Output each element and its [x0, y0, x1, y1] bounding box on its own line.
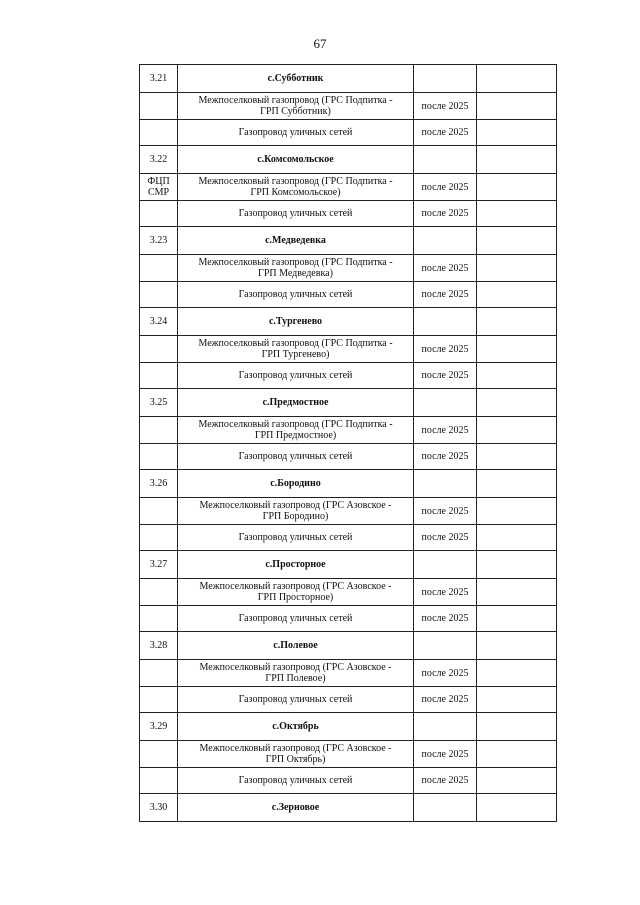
pipeline-name	[178, 741, 414, 768]
table-row	[140, 525, 557, 551]
term-text: после 2025	[421, 262, 469, 274]
settlement-name-text: с.Предмостное	[262, 397, 329, 408]
extra-cell	[477, 579, 557, 606]
pipeline-name	[178, 498, 414, 525]
settlement-name	[178, 551, 414, 579]
table-row	[140, 741, 557, 768]
term-cell	[414, 336, 477, 363]
pipeline-name-line: Газопровод уличных сетей	[238, 127, 353, 138]
section-number	[140, 713, 178, 741]
term-cell	[414, 713, 477, 741]
table-row	[140, 606, 557, 632]
extra-cell	[477, 65, 557, 93]
extra-cell	[477, 389, 557, 417]
pipeline-name-line: Межпоселковый газопровод (ГРС Азовское -	[199, 581, 392, 592]
pipeline-name-line: Межпоселковый газопровод (ГРС Подпитка -	[198, 257, 393, 268]
table-row	[140, 498, 557, 525]
term-text: после 2025	[421, 181, 469, 193]
term-cell	[414, 282, 477, 308]
term-text: после 2025	[421, 289, 469, 300]
pipeline-name-line: ГРП Комсомольское)	[250, 187, 341, 198]
pipeline-name-line: Газопровод уличных сетей	[238, 208, 353, 219]
section-number-text: 3.27	[149, 559, 168, 570]
settlement-name	[178, 308, 414, 336]
table-row	[140, 768, 557, 794]
settlement-name	[178, 227, 414, 255]
section-number-text: 3.21	[149, 73, 168, 84]
settlement-name	[178, 632, 414, 660]
settlement-name-text: с.Субботник	[267, 73, 324, 84]
table-row	[140, 363, 557, 389]
pipeline-name	[178, 444, 414, 470]
funding-code	[140, 336, 178, 363]
section-number	[140, 794, 178, 822]
term-cell	[414, 470, 477, 498]
term-cell	[414, 174, 477, 201]
pipeline-name-line: ГРП Октябрь)	[265, 754, 326, 765]
funding-code	[140, 93, 178, 120]
extra-cell	[477, 227, 557, 255]
pipeline-name	[178, 93, 414, 120]
pipeline-name-line: ГРП Тургенево)	[261, 349, 330, 360]
extra-cell	[477, 632, 557, 660]
table-row	[140, 120, 557, 146]
extra-cell	[477, 444, 557, 470]
table-row	[140, 201, 557, 227]
term-cell	[414, 551, 477, 579]
pipeline-name-line: Межпоселковый газопровод (ГРС Подпитка -	[198, 338, 393, 349]
section-number-text: 3.28	[149, 640, 168, 651]
section-number-text: 3.26	[149, 478, 168, 489]
term-text: после 2025	[421, 748, 469, 760]
pipeline-name	[178, 363, 414, 389]
pipeline-name-line: ГРП Субботник)	[260, 106, 331, 117]
pipeline-name-line: Межпоселковый газопровод (ГРС Азовское -	[199, 500, 392, 511]
settlement-name	[178, 470, 414, 498]
extra-cell	[477, 120, 557, 146]
funding-code-line: ФЦП	[147, 176, 170, 187]
settlement-name	[178, 794, 414, 822]
funding-code	[140, 444, 178, 470]
pipeline-name-line: ГРП Полевое)	[265, 673, 326, 684]
extra-cell	[477, 336, 557, 363]
settlement-name-text: с.Тургенево	[268, 316, 323, 327]
extra-cell	[477, 308, 557, 336]
section-number	[140, 551, 178, 579]
section-number	[140, 227, 178, 255]
pipeline-name-line: ГРП Предмостное)	[254, 430, 337, 441]
extra-cell	[477, 551, 557, 579]
settlement-name	[178, 713, 414, 741]
pipeline-name-line: Межпоселковый газопровод (ГРС Азовское -	[199, 743, 392, 754]
extra-cell	[477, 93, 557, 120]
table-row	[140, 579, 557, 606]
section-number	[140, 308, 178, 336]
term-text: после 2025	[421, 667, 469, 679]
pipeline-name	[178, 174, 414, 201]
term-cell	[414, 444, 477, 470]
term-text: после 2025	[421, 424, 469, 436]
term-text: после 2025	[421, 343, 469, 355]
settlement-name	[178, 65, 414, 93]
funding-code	[140, 174, 178, 201]
pipeline-name-line: Газопровод уличных сетей	[238, 370, 353, 381]
term-cell	[414, 201, 477, 227]
extra-cell	[477, 713, 557, 741]
term-cell	[414, 255, 477, 282]
settlement-name-text: с.Октябрь	[272, 721, 319, 732]
settlement-row	[140, 794, 557, 822]
page-number: 67	[313, 36, 327, 51]
pipeline-name-line: Газопровод уличных сетей	[238, 289, 353, 300]
funding-code	[140, 282, 178, 308]
settlement-name-text: с.Бородино	[270, 478, 321, 489]
settlement-name-text: с.Зерновое	[271, 802, 320, 813]
settlement-name	[178, 389, 414, 417]
term-cell	[414, 687, 477, 713]
extra-cell	[477, 470, 557, 498]
funding-code	[140, 660, 178, 687]
extra-cell	[477, 794, 557, 822]
funding-code	[140, 606, 178, 632]
pipeline-name-line: Межпоселковый газопровод (ГРС Подпитка -	[198, 176, 393, 187]
extra-cell	[477, 660, 557, 687]
funding-code	[140, 768, 178, 794]
term-cell	[414, 417, 477, 444]
pipeline-name	[178, 768, 414, 794]
settlement-name-text: с.Просторное	[265, 559, 326, 570]
extra-cell	[477, 255, 557, 282]
funding-code	[140, 363, 178, 389]
term-text: после 2025	[421, 451, 469, 462]
funding-code	[140, 120, 178, 146]
funding-code	[140, 498, 178, 525]
pipeline-name-line: Газопровод уличных сетей	[238, 451, 353, 462]
pipeline-name	[178, 525, 414, 551]
pipeline-name	[178, 255, 414, 282]
table-row	[140, 444, 557, 470]
table-row	[140, 174, 557, 201]
pipeline-name	[178, 579, 414, 606]
funding-code	[140, 579, 178, 606]
term-cell	[414, 794, 477, 822]
term-cell	[414, 498, 477, 525]
pipeline-name-line: ГРП Бородино)	[262, 511, 329, 522]
term-cell	[414, 93, 477, 120]
funding-code	[140, 201, 178, 227]
pipeline-name-line: Газопровод уличных сетей	[238, 613, 353, 624]
term-cell	[414, 741, 477, 768]
pipeline-name	[178, 687, 414, 713]
funding-code-line: СМР	[147, 187, 170, 198]
term-cell	[414, 606, 477, 632]
extra-cell	[477, 741, 557, 768]
term-cell	[414, 227, 477, 255]
extra-cell	[477, 687, 557, 713]
term-cell	[414, 660, 477, 687]
pipeline-name-line: Межпоселковый газопровод (ГРС Подпитка -	[198, 419, 393, 430]
settlement-row	[140, 632, 557, 660]
pipeline-name-line: Газопровод уличных сетей	[238, 775, 353, 786]
section-number	[140, 65, 178, 93]
extra-cell	[477, 525, 557, 551]
term-cell	[414, 65, 477, 93]
pipeline-name-line: Газопровод уличных сетей	[238, 532, 353, 543]
term-text: после 2025	[421, 613, 469, 624]
settlement-row	[140, 713, 557, 741]
term-text: после 2025	[421, 505, 469, 517]
pipeline-name-line: ГРП Медведевка)	[258, 268, 333, 279]
term-cell	[414, 768, 477, 794]
pipeline-name-line: Межпоселковый газопровод (ГРС Азовское -	[199, 662, 392, 673]
settlement-row	[140, 308, 557, 336]
table-row	[140, 687, 557, 713]
settlement-row	[140, 389, 557, 417]
section-number	[140, 470, 178, 498]
term-cell	[414, 525, 477, 551]
section-number-text: 3.23	[149, 235, 168, 246]
table-row	[140, 255, 557, 282]
section-number	[140, 146, 178, 174]
term-text: после 2025	[421, 532, 469, 543]
extra-cell	[477, 282, 557, 308]
section-number-text: 3.22	[149, 154, 168, 165]
term-cell	[414, 579, 477, 606]
extra-cell	[477, 201, 557, 227]
section-number-text: 3.25	[149, 397, 168, 408]
extra-cell	[477, 498, 557, 525]
section-number-text: 3.30	[149, 802, 168, 813]
funding-code	[140, 525, 178, 551]
term-cell	[414, 363, 477, 389]
settlement-row	[140, 551, 557, 579]
term-cell	[414, 120, 477, 146]
gas-pipeline-table	[139, 64, 557, 822]
pipeline-name	[178, 660, 414, 687]
table-body	[140, 65, 557, 822]
extra-cell	[477, 417, 557, 444]
settlement-name-text: с.Комсомольское	[257, 154, 334, 165]
section-number-text: 3.24	[149, 316, 168, 327]
extra-cell	[477, 146, 557, 174]
extra-cell	[477, 606, 557, 632]
funding-code	[140, 687, 178, 713]
term-cell	[414, 632, 477, 660]
section-number	[140, 632, 178, 660]
term-text: после 2025	[421, 586, 469, 598]
term-text: после 2025	[421, 370, 469, 381]
term-text: после 2025	[421, 208, 469, 219]
pipeline-name	[178, 282, 414, 308]
term-cell	[414, 389, 477, 417]
settlement-row	[140, 146, 557, 174]
table-row	[140, 417, 557, 444]
extra-cell	[477, 363, 557, 389]
table-row	[140, 336, 557, 363]
term-text: после 2025	[421, 100, 469, 112]
term-text: после 2025	[421, 775, 469, 786]
pipeline-name-line: ГРП Просторное)	[257, 592, 334, 603]
settlement-row	[140, 227, 557, 255]
term-text: после 2025	[421, 694, 469, 705]
settlement-row	[140, 65, 557, 93]
pipeline-name	[178, 120, 414, 146]
funding-code	[140, 255, 178, 282]
term-cell	[414, 308, 477, 336]
pipeline-name	[178, 336, 414, 363]
table-row	[140, 660, 557, 687]
pipeline-name	[178, 201, 414, 227]
table-row	[140, 282, 557, 308]
pipeline-name-line: Газопровод уличных сетей	[238, 694, 353, 705]
extra-cell	[477, 768, 557, 794]
pipeline-name	[178, 417, 414, 444]
funding-code	[140, 741, 178, 768]
settlement-name-text: с.Медведевка	[265, 235, 326, 246]
table-row	[140, 93, 557, 120]
extra-cell	[477, 174, 557, 201]
pipeline-name	[178, 606, 414, 632]
settlement-name	[178, 146, 414, 174]
settlement-row	[140, 470, 557, 498]
term-text: после 2025	[421, 127, 469, 138]
funding-code	[140, 417, 178, 444]
settlement-name-text: с.Полевое	[273, 640, 318, 651]
pipeline-name-line: Межпоселковый газопровод (ГРС Подпитка -	[198, 95, 393, 106]
term-cell	[414, 146, 477, 174]
section-number	[140, 389, 178, 417]
section-number-text: 3.29	[149, 721, 168, 732]
